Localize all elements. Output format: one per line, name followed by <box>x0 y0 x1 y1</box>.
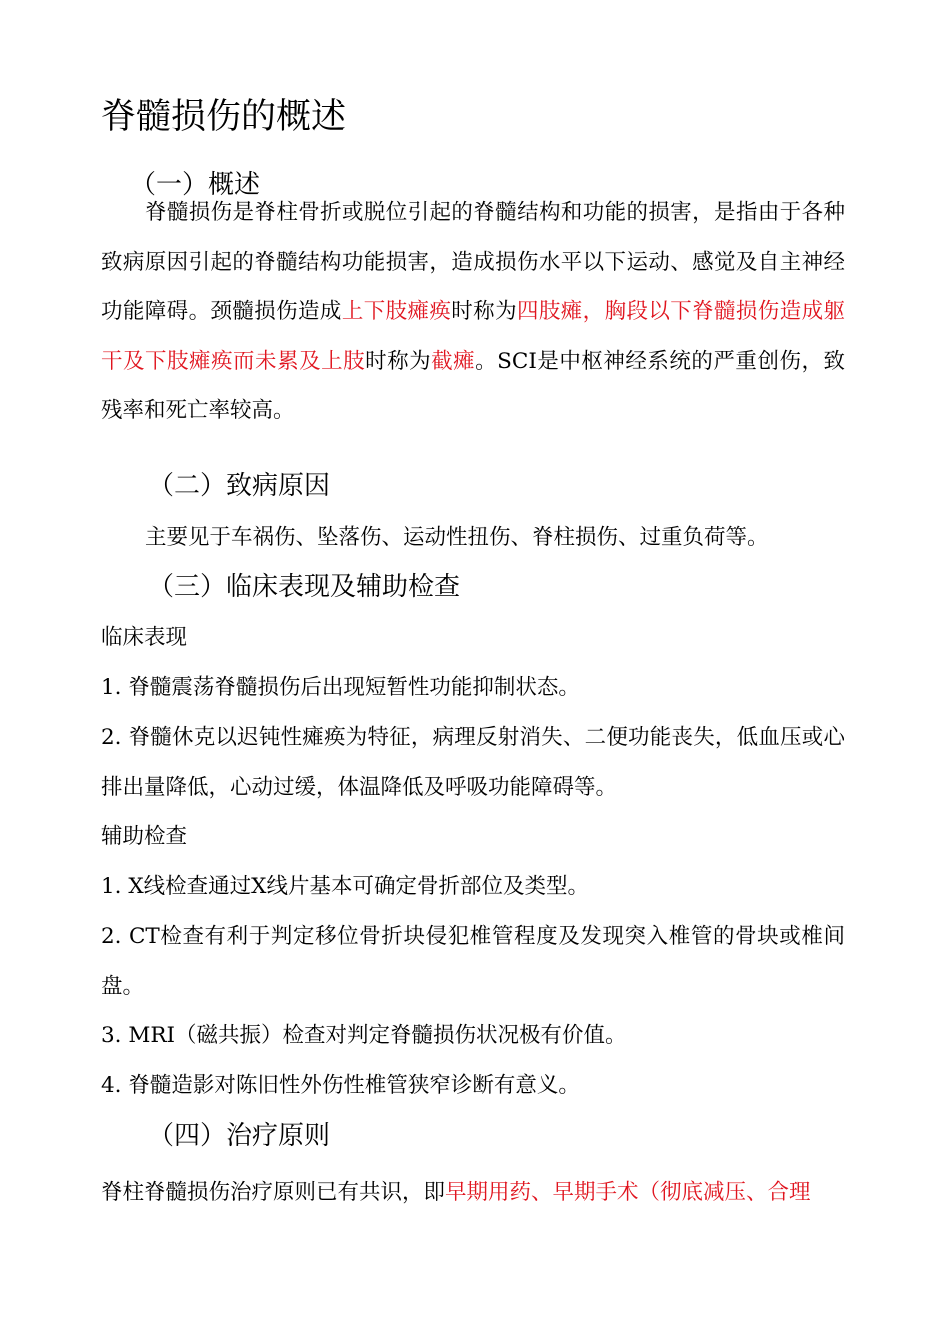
overview-text-4: 。SCI是中枢神经系统的严重创伤，致残率和死亡率较高。 <box>101 348 845 423</box>
highlight-quadriplegia: 四肢瘫 <box>516 299 583 324</box>
overview-text-2: 时称为 <box>451 299 517 324</box>
auxiliary-item-4: 4. 脊髓造影对陈旧性外伤性椎管狭窄诊断有意义。 <box>101 1073 580 1098</box>
causes-text: 主要见于车祸伤、坠落伤、运动性扭伤、脊柱损伤、过重负荷等。 <box>145 525 769 550</box>
section-heading-clinical: （三）临床表现及辅助检查 <box>148 572 461 602</box>
highlight-paraplegia: 截瘫 <box>431 348 476 374</box>
document-title: 脊髓损伤的概述 <box>101 97 347 137</box>
auxiliary-item-1: 1. X线检查通过X线片基本可确定骨折部位及类型。 <box>101 874 589 899</box>
overview-text-1: 脊髓损伤是脊柱骨折或脱位引起的脊髓结构和功能的损害，是指由于各种致病原因引起的脊髓结构功能损害，造成损伤水平以下运动、感觉及自主神经功能障碍。颈髓损伤造成 <box>101 200 845 324</box>
highlight-comma: ， <box>582 299 605 324</box>
auxiliary-item-3: 3. MRI（磁共振）检查对判定脊髓损伤状况极有价值。 <box>101 1023 627 1048</box>
section-heading-causes: （二）致病原因 <box>148 471 331 501</box>
clinical-item-2: 2. 脊髓休克以迟钝性瘫痪为特征，病理反射消失、二便功能丧失，低血压或心排出量降低，心动过缓，体温降低及呼吸功能障碍等。 <box>101 725 845 800</box>
section-heading-treatment: （四）治疗原则 <box>148 1121 331 1151</box>
clinical-item-1: 1. 脊髓震荡脊髓损伤后出现短暂性功能抑制状态。 <box>101 675 580 700</box>
overview-text-3: 时称为 <box>365 348 432 374</box>
overview-paragraph <box>101 188 845 436</box>
treatment-text <box>101 1178 811 1208</box>
treatment-lead: 脊柱脊髓损伤治疗原则已有共识，即 <box>101 1180 446 1205</box>
section-heading-overview: （一）概述 <box>130 170 261 200</box>
auxiliary-item-2: 2. CT检查有利于判定移位骨折块侵犯椎管程度及发现突入椎管的骨块或椎间盘。 <box>101 924 845 999</box>
auxiliary-label: 辅助检查 <box>101 824 188 849</box>
highlight-thoracic-injury: 胸段以下脊髓损伤造成躯干及下肢瘫痪而未累及上肢 <box>101 299 845 374</box>
highlight-upper-lower-limb-paralysis: 上下肢瘫痪 <box>341 299 452 324</box>
clinical-label: 临床表现 <box>101 625 188 650</box>
highlight-treatment-principles: 早期用药、早期手术（彻底减压、合理 <box>445 1180 811 1205</box>
